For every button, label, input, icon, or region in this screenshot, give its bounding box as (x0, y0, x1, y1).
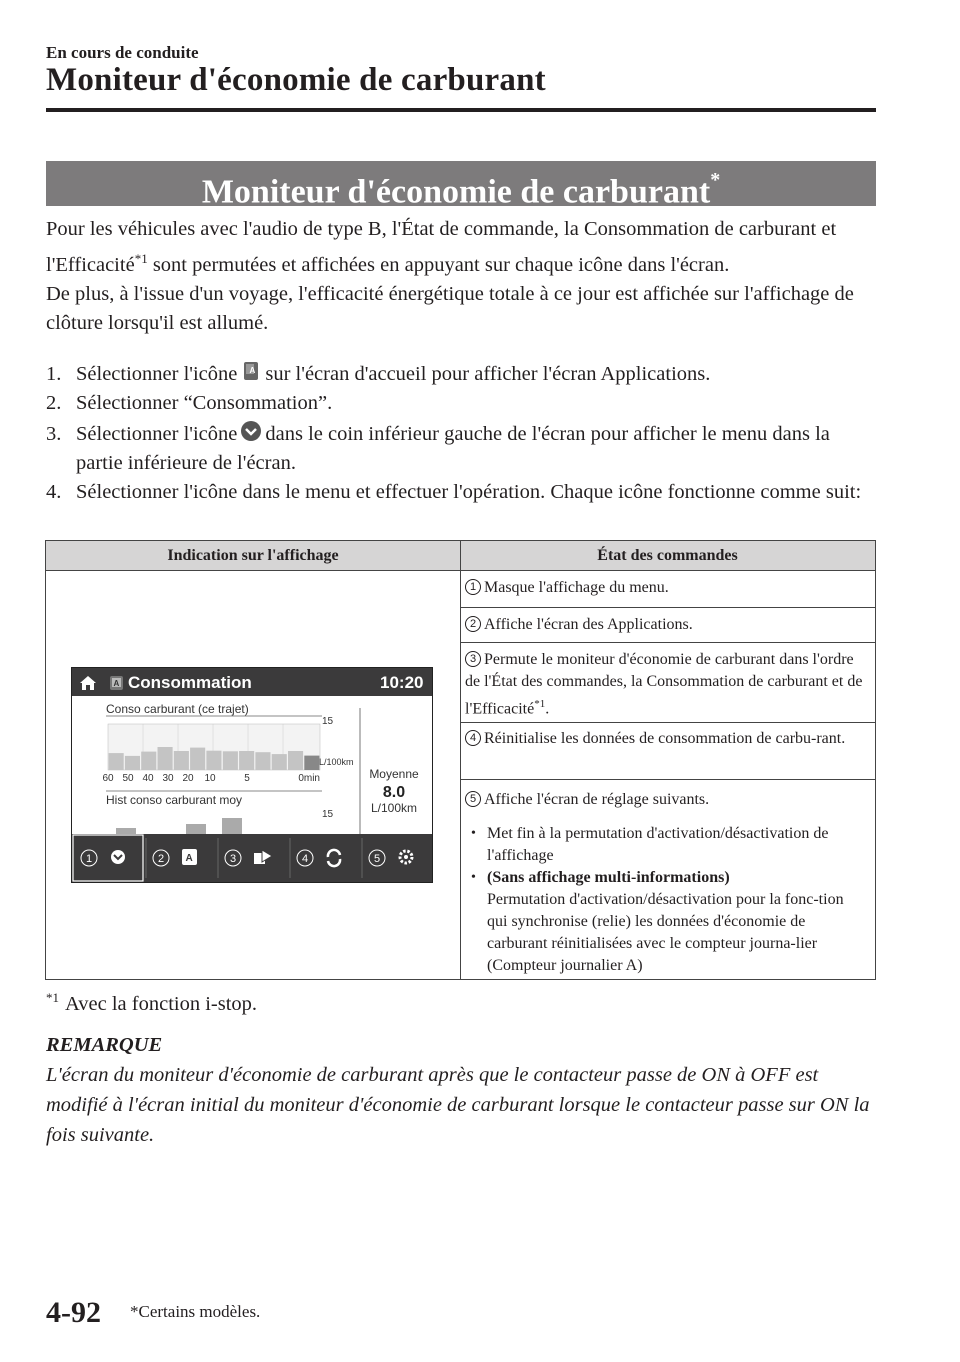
intro-paragraph-2: De plus, à l'issue d'un voyage, l'efficacité énergétique totale à ce jour est affichée sur l'affichage de clôture lorsqu'il est allumé. (46, 282, 854, 334)
banner-mark: * (710, 169, 721, 191)
row-text: Réinitialise les données de consommation de carbu-rant. (484, 730, 846, 747)
footnote (46, 990, 257, 1016)
bullet-dot: • (471, 826, 476, 841)
chart-bar (304, 756, 319, 770)
avg-unit: L/100km (370, 801, 418, 815)
bullet-dot: • (471, 870, 476, 885)
page-footnote: *Certains modèles. (130, 1302, 261, 1321)
section-kicker: En cours de conduite (46, 43, 199, 62)
step-text: Sélectionner l'icône (76, 423, 238, 445)
step-number: 3. (46, 423, 62, 445)
screen-graphic (72, 668, 432, 882)
apps-icon (182, 849, 197, 865)
table-row (461, 789, 875, 979)
commands-table (45, 540, 876, 980)
page-number: 4-92 (46, 1296, 101, 1329)
screen-titlebar (72, 668, 432, 696)
menu-number: 4 (301, 853, 309, 865)
chart-bar (288, 751, 303, 770)
step-text: Sélectionner l'icône dans le menu et effectuer l'opération. Chaque icône fonctionne comme suit: (76, 481, 862, 503)
row-divider (461, 722, 875, 723)
chart-bar (239, 751, 254, 770)
chart-bar (158, 747, 173, 770)
note-title: REMARQUE (46, 1034, 163, 1056)
graph2-title: Hist conso carburant moy (106, 793, 243, 807)
footnote-mark: *1 (46, 990, 59, 1005)
intro-paragraph-1 (46, 215, 876, 280)
app-badge: A (113, 679, 120, 688)
table-header-indication: Indication sur l'affichage (167, 547, 339, 564)
screen-app-title: Consommation (128, 673, 252, 692)
chart-bar (206, 751, 221, 770)
steps-list (46, 360, 876, 530)
row-text-end: . (545, 700, 550, 718)
row-divider (461, 642, 875, 643)
table-row (461, 728, 875, 778)
svg-text:A: A (185, 853, 193, 864)
x-axis-ticks (102, 773, 320, 784)
table-header-state: État des commandes (597, 547, 738, 564)
menu-number: 5 (373, 853, 381, 865)
step-number: 1. (46, 363, 62, 385)
row-divider (461, 779, 875, 780)
banner-title: Moniteur d'économie de carburant (201, 173, 711, 211)
chart-bar (109, 753, 124, 770)
bullet-bold: (Sans affichage multi-informations) (487, 869, 730, 886)
consommation-screen (71, 667, 433, 883)
chart-bar (190, 748, 205, 770)
bullet-text: Met fin à la permutation d'activation/désactivation de l'affichage (487, 825, 829, 864)
footnote-text: Avec la fonction i-stop. (65, 992, 258, 1015)
table-row (461, 614, 875, 644)
graph2-bars (108, 818, 320, 836)
x-tick-label: 5 (244, 773, 250, 784)
x-tick-label: 50 (122, 773, 134, 784)
chart-bar (272, 754, 287, 770)
row-text: Affiche l'écran des Applications. (484, 616, 693, 633)
chart-bar (141, 752, 156, 770)
circled-number: 2 (465, 616, 481, 632)
menu-number: 3 (229, 853, 237, 865)
circled-number: 5 (465, 791, 481, 807)
x-tick-label: 30 (162, 773, 174, 784)
intro-p1b: sont permutées et affichées en appuyant sur chaque icône dans l'écran. (147, 253, 730, 276)
intro-p1a: Pour les véhicules avec l'audio de type B, l'État de commande, la Consommation de carburant et l'Efficacité (46, 218, 837, 276)
step-text-tail: dans le coin inférieur gauche de l'écran pour afficher le menu dans la partie inférieure de l'écran. (76, 423, 830, 474)
heading-rule (46, 108, 876, 112)
row-divider (461, 607, 875, 608)
row-footnote-mark: *1 (534, 698, 546, 710)
svg-text:A: A (249, 366, 256, 375)
circled-number: 3 (465, 651, 481, 667)
step-number: 2. (46, 392, 62, 414)
y-axis-top-label: 15 (322, 716, 334, 727)
circled-number: 4 (465, 730, 481, 746)
chevron-down-icon (240, 420, 262, 442)
step-number: 4. (46, 481, 62, 503)
x-tick-label: 40 (142, 773, 154, 784)
avg-value: 8.0 (382, 784, 406, 801)
apps-icon (110, 676, 123, 690)
menu-number: 1 (85, 853, 93, 865)
chart-bar (174, 751, 189, 770)
x-tick-label: 0min (298, 773, 320, 784)
chart-bar (223, 751, 238, 770)
chart-bar (125, 756, 140, 770)
graph2-y-top: 15 (322, 809, 334, 820)
chevron-down-icon (111, 850, 125, 864)
x-tick-label: 10 (204, 773, 216, 784)
row-text: Permute le moniteur d'économie de carburant dans l'ordre de l'État des commandes, la Consommation de carburant et de l'Efficacité (465, 651, 863, 718)
table-row (461, 649, 875, 724)
row-text: Affiche l'écran de réglage suivants. (484, 791, 710, 808)
note-body: L'écran du moniteur d'économie de carburant après que le contacteur passe de ON à OFF est modifié à l'écran initial du moniteur d'économie de carburant lorsque le contacteur passe sur ON la fois suivante. (46, 1064, 870, 1146)
step-text: Sélectionner l'icône (76, 363, 238, 385)
graph-title: Conso carburant (ce trajet) (106, 702, 249, 716)
menu-number: 2 (157, 853, 165, 865)
bullet-text: Permutation d'activation/désactivation pour la fonc-tion qui synchronise (relie) les données d'économie de carburant réinitialisées avec le compteur journa-lier (Compteur journalier A) (487, 891, 844, 974)
x-tick-label: 20 (182, 773, 194, 784)
title-banner (46, 161, 876, 211)
row-text: Masque l'affichage du menu. (484, 579, 669, 596)
chart-bar (255, 752, 270, 770)
apps-icon (240, 360, 262, 382)
screen-clock: 10:20 (380, 673, 424, 692)
page-heading: Moniteur d'économie de carburant (46, 62, 546, 98)
step-text-tail: sur l'écran d'accueil pour afficher l'écran Applications. (265, 363, 711, 385)
avg-label: Moyenne (369, 767, 419, 781)
intro-footnote-mark: *1 (134, 251, 148, 266)
table-row (461, 577, 875, 607)
y-axis-unit: L/100km (319, 757, 354, 767)
x-tick-label: 60 (102, 773, 114, 784)
step-text: Sélectionner “Consommation”. (76, 392, 333, 414)
intro-text (46, 215, 876, 338)
circled-number: 1 (465, 579, 481, 595)
